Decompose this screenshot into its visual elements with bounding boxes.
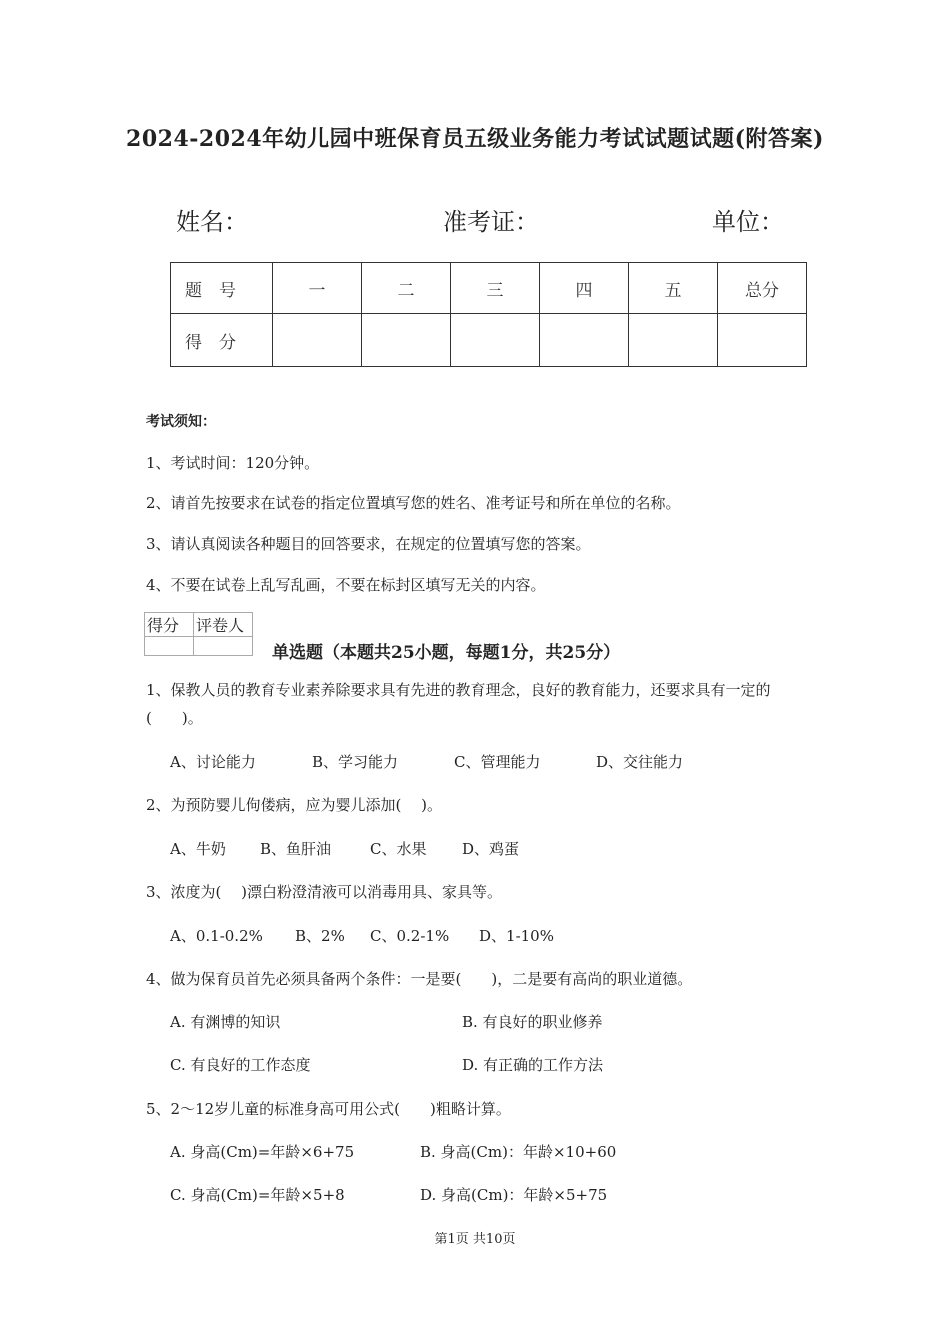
score-cell — [451, 314, 540, 367]
notice-item: 2、请首先按要求在试卷的指定位置填写您的姓名、准考证号和所在单位的名称。 — [146, 494, 681, 512]
notice-item: 1、考试时间：120分钟。 — [146, 454, 320, 472]
option: D、1-10% — [479, 927, 554, 945]
unit-field-label: 单位： — [712, 208, 784, 236]
section-title: 单选题（本题共25小题，每题1分，共25分） — [272, 643, 621, 663]
score-table-header-cell: 一 — [273, 263, 362, 314]
option: B、2% — [295, 927, 345, 945]
option: A、讨论能力 — [170, 753, 256, 771]
notice-item: 3、请认真阅读各种题目的回答要求，在规定的位置填写您的答案。 — [146, 535, 591, 553]
grader-box — [144, 612, 253, 656]
question-text: 1、保教人员的教育专业素养除要求具有先进的教育理念，良好的教育能力，还要求具有一定的( )。 — [146, 681, 771, 727]
score-table-score-row — [171, 314, 807, 367]
score-table-header-cell: 五 — [629, 263, 718, 314]
option: C、管理能力 — [454, 753, 541, 771]
option: B、学习能力 — [312, 753, 399, 771]
score-table-header-cell: 总分 — [718, 263, 807, 314]
option: B. 有良好的职业修养 — [462, 1013, 603, 1031]
option: D. 有正确的工作方法 — [462, 1056, 604, 1074]
grader-score-label: 得分 — [145, 613, 194, 637]
option: C. 有良好的工作态度 — [170, 1056, 311, 1074]
grader-score-cell — [145, 637, 194, 656]
notice-title: 考试须知： — [146, 414, 216, 430]
score-cell — [362, 314, 451, 367]
question-text: 2、为预防婴儿佝偻病，应为婴儿添加( )。 — [146, 796, 443, 814]
score-table-header-cell: 题 号 — [171, 263, 273, 314]
option: B. 身高(Cm)：年龄×10+60 — [420, 1143, 617, 1161]
option: D. 身高(Cm)：年龄×5+75 — [420, 1186, 608, 1204]
score-table-header-row — [171, 263, 807, 314]
score-cell — [718, 314, 807, 367]
score-table — [170, 262, 807, 367]
option: A、牛奶 — [170, 840, 226, 858]
question-text: 3、浓度为( )漂白粉澄清液可以消毒用具、家具等。 — [146, 883, 503, 901]
question-text: 5、2～12岁儿童的标准身高可用公式( )粗略计算。 — [146, 1100, 511, 1118]
score-cell — [629, 314, 718, 367]
exam-id-field-label: 准考证： — [443, 208, 539, 236]
grader-reviewer-label: 评卷人 — [194, 613, 253, 637]
option: D、交往能力 — [596, 753, 684, 771]
option: C、0.2-1% — [370, 927, 450, 945]
score-row-label: 得 分 — [171, 314, 273, 367]
score-table-header-cell: 二 — [362, 263, 451, 314]
score-cell — [273, 314, 362, 367]
question-text: 4、做为保育员首先必须具备两个条件：一是要( )，二是要有高尚的职业道德。 — [146, 970, 693, 988]
option: A、0.1-0.2% — [170, 927, 263, 945]
option: C、水果 — [370, 840, 427, 858]
score-cell — [540, 314, 629, 367]
option: D、鸡蛋 — [462, 840, 520, 858]
option: A. 身高(Cm)=年龄×6+75 — [170, 1143, 355, 1161]
name-field-label: 姓名： — [176, 208, 248, 236]
exam-title: 2024-2024年幼儿园中班保育员五级业务能力考试试题试题(附答案) — [126, 126, 824, 152]
score-table-header-cell: 三 — [451, 263, 540, 314]
score-table-header-cell: 四 — [540, 263, 629, 314]
option: A. 有渊博的知识 — [170, 1013, 281, 1031]
notice-item: 4、不要在试卷上乱写乱画，不要在标封区填写无关的内容。 — [146, 576, 546, 594]
grader-reviewer-cell — [194, 637, 253, 656]
page-footer: 第1页 共10页 — [434, 1232, 516, 1247]
option: B、鱼肝油 — [260, 840, 332, 858]
option: C. 身高(Cm)=年龄×5+8 — [170, 1186, 345, 1204]
